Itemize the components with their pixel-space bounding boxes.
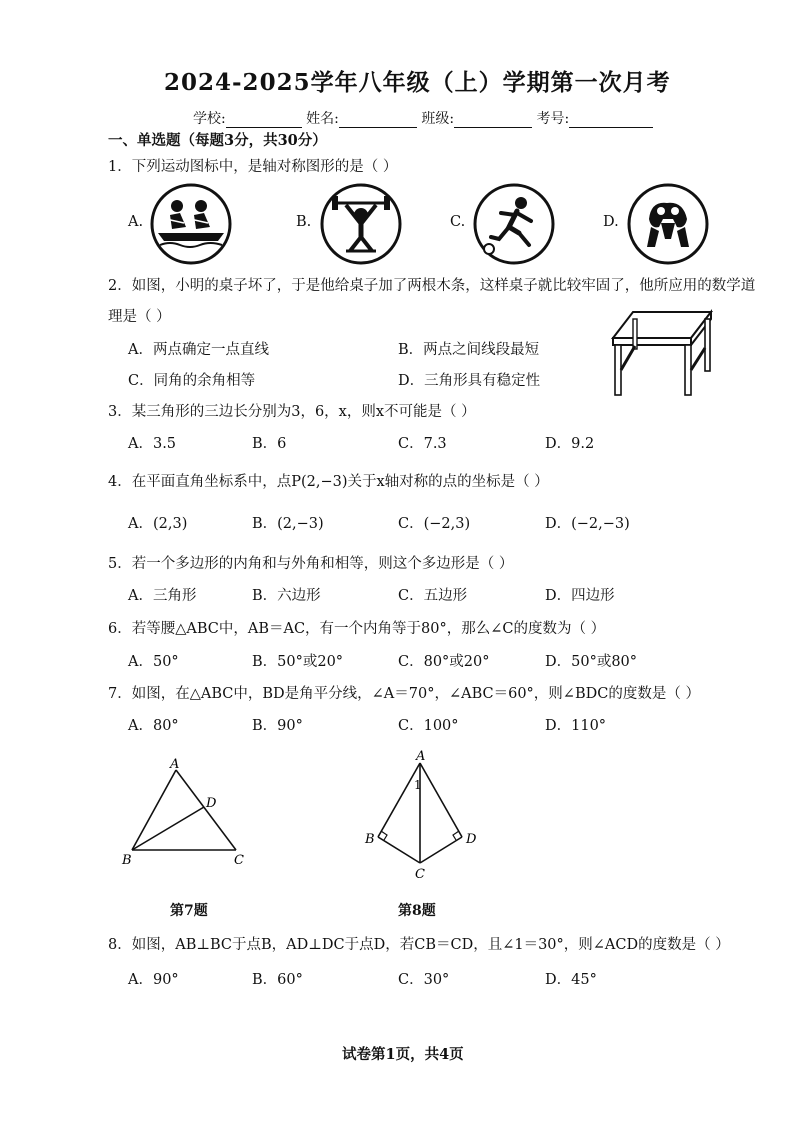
fig8-label-c: C: [415, 867, 425, 881]
weightlifting-icon: [320, 183, 402, 265]
q6-option-c: C．80°或20°: [398, 654, 490, 670]
number-field[interactable]: [569, 113, 653, 128]
q6-option-b: B．50°或20°: [252, 654, 344, 670]
q7-option-b: B．90°: [252, 718, 303, 734]
q6-stem: 6．若等腰△ABC中，AB＝AC，有一个内角等于80°，那么∠C的度数为（ ）: [108, 621, 606, 637]
q4-option-d: D．(−2,−3): [545, 516, 630, 532]
page-footer: 试卷第1页，共4页: [342, 1046, 464, 1063]
q3-stem: 3．某三角形的三边长分别为3，6，x，则x不可能是（ ）: [108, 404, 476, 420]
rowing-icon: [150, 183, 232, 265]
class-label: 班级:: [421, 111, 455, 127]
class-field[interactable]: [454, 113, 532, 128]
q2-option-c: C．同角的余角相等: [128, 373, 256, 389]
q5-option-b: B．六边形: [252, 588, 321, 604]
fig7-label-d: D: [206, 796, 217, 811]
q5-option-a: A．三角形: [128, 588, 197, 604]
school-label: 学校:: [193, 111, 226, 127]
fig7-side-ab: [132, 770, 176, 850]
name-label: 姓名:: [306, 111, 339, 127]
fig8-label-a: A: [416, 749, 426, 764]
q3-option-d: D．9.2: [545, 436, 595, 452]
fig8-label-d: D: [466, 832, 477, 847]
q7-option-c: C．100°: [398, 718, 459, 734]
q5-option-c: C．五边形: [398, 588, 468, 604]
q8-option-c: C．30°: [398, 972, 450, 988]
figure-8: [360, 745, 490, 881]
q2-option-a: A．两点确定一点直线: [128, 342, 269, 358]
figure-7: [118, 752, 258, 874]
fig8-angle-1: 1: [414, 778, 422, 792]
q8-stem: 8．如图，AB⊥BC于点B，AD⊥DC于点D，若CB＝CD，且∠1＝30°，则∠ACD的度数是（ ）: [108, 937, 730, 953]
q1-stem: 1．下列运动图标中，是轴对称图形的是（ ）: [108, 159, 398, 175]
q3-option-c: C．7.3: [398, 436, 447, 452]
q2-stem-line2: 理是（ ）: [108, 309, 171, 325]
q5-option-d: D．四边形: [545, 588, 615, 604]
fig7-label-a: A: [170, 757, 180, 772]
q5-stem: 5．若一个多边形的内角和与外角和相等，则这个多边形是（ ）: [108, 556, 514, 572]
fig8-side-ad: [420, 763, 462, 837]
q7-stem: 7．如图，在△ABC中，BD是角平分线，∠A＝70°，∠ABC＝60°，则∠BDC的度数是（ ）: [108, 686, 700, 702]
q8-option-b: B．60°: [252, 972, 303, 988]
q1-label-d: D.: [603, 214, 619, 230]
fig7-caption: 第7题: [170, 903, 208, 919]
student-info-line: [193, 108, 653, 128]
fig8-side-ab: [378, 763, 420, 837]
q4-option-c: C．(−2,3): [398, 516, 471, 532]
name-field[interactable]: [339, 113, 417, 128]
q4-option-b: B．(2,−3): [252, 516, 324, 532]
q4-option-a: A．(2,3): [128, 516, 188, 532]
table-figure: [605, 308, 715, 398]
q7-option-a: A．80°: [128, 718, 179, 734]
school-field[interactable]: [226, 113, 302, 128]
q7-option-d: D．110°: [545, 718, 607, 734]
fig8-caption: 第8题: [398, 903, 436, 919]
fig7-label-b: B: [122, 853, 132, 868]
q2-option-d: D．三角形具有稳定性: [398, 373, 541, 389]
number-label: 考号:: [536, 111, 570, 127]
q1-label-c: C.: [450, 214, 466, 230]
exam-title: 2024-2025学年八年级（上）学期第一次月考: [164, 69, 671, 96]
q4-stem: 4．在平面直角坐标系中，点P(2,−3)关于x轴对称的点的坐标是（ ）: [108, 474, 549, 490]
fig7-label-c: C: [234, 853, 244, 868]
section-heading: 一、单选题（每题3分，共30分）: [108, 132, 327, 149]
q2-option-b: B．两点之间线段最短: [398, 342, 540, 358]
fig7-bisector-bd: [132, 807, 204, 850]
q1-label-a: A.: [128, 214, 144, 230]
q3-option-a: A．3.5: [128, 436, 177, 452]
wrestling-icon: [627, 183, 709, 265]
football-icon: [473, 183, 555, 265]
q8-option-d: D．45°: [545, 972, 597, 988]
q1-label-b: B.: [296, 214, 312, 230]
fig8-label-b: B: [365, 832, 375, 847]
fig8-side-bc: [378, 837, 420, 863]
q3-option-b: B．6: [252, 436, 287, 452]
q2-stem-line1: 2．如图，小明的桌子坏了，于是他给桌子加了两根木条，这样桌子就比较牢固了，他所应用的数学道: [108, 278, 756, 294]
q6-option-d: D．50°或80°: [545, 654, 638, 670]
q8-option-a: A．90°: [128, 972, 179, 988]
fig8-side-dc: [420, 837, 462, 863]
q6-option-a: A．50°: [128, 654, 179, 670]
